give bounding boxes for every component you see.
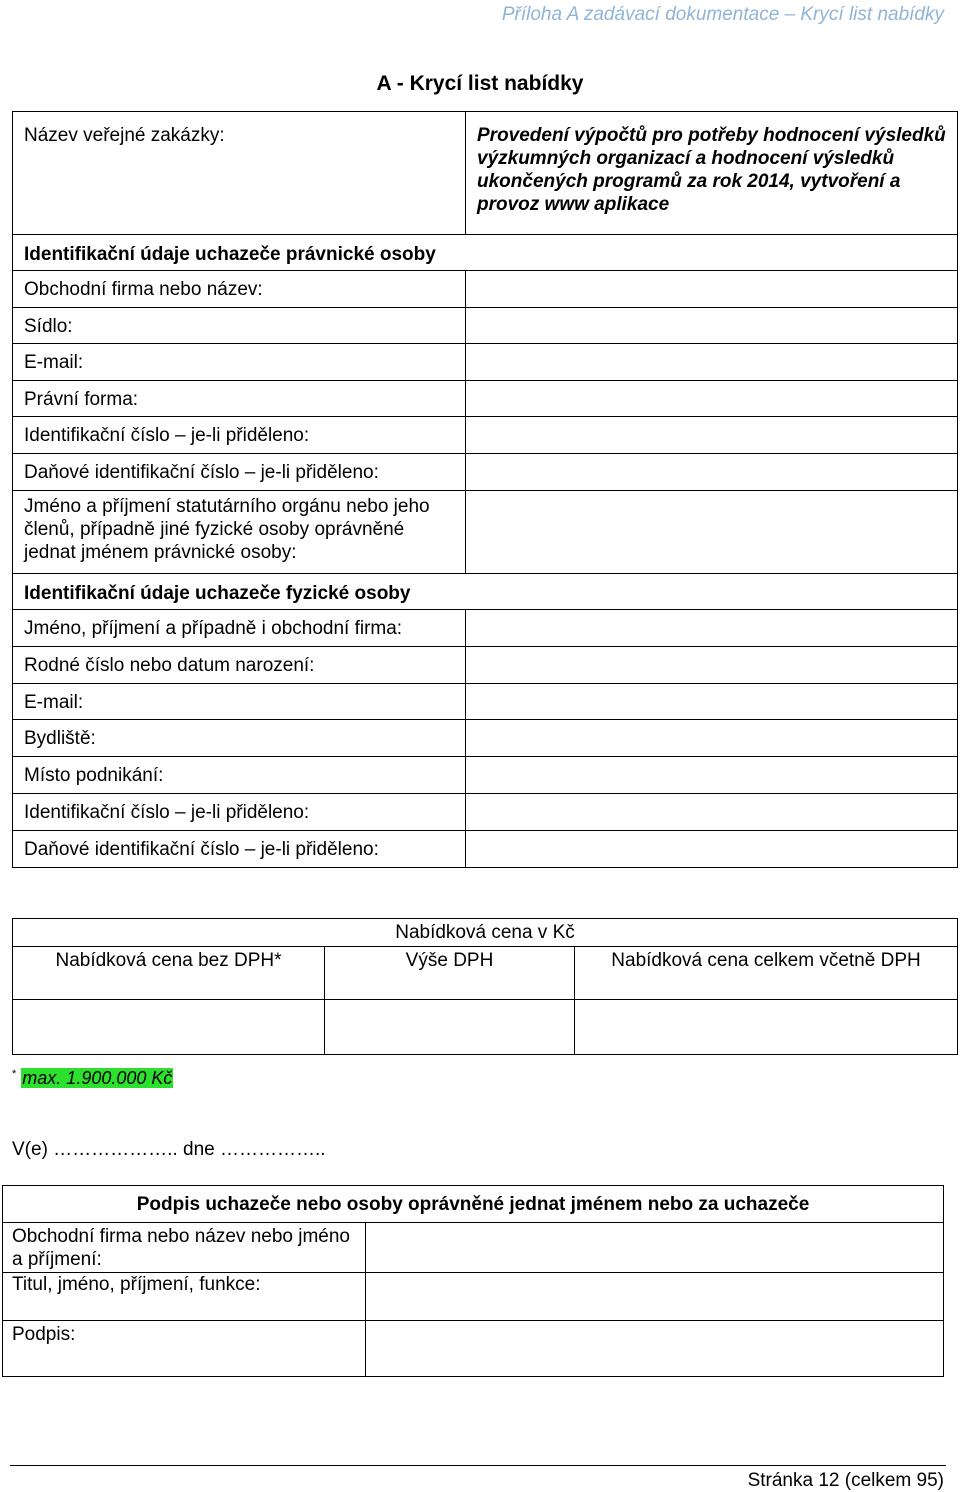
place-date-line: V(e) ……………….. dne …………….. — [12, 1139, 326, 1160]
legal-dic-label: Daňové identifikační číslo – je-li přiděleno: — [13, 454, 466, 491]
contract-name-label: Název veřejné zakázky: — [13, 112, 466, 235]
contract-name-value: Provedení výpočtů pro potřeby hodnocení výsledků výzkumných organizací a hodnocení výsledků ukončených programů za rok 2014, vytvoření a provoz www aplikace — [466, 112, 958, 235]
natural-residence-label: Bydliště: — [13, 720, 466, 757]
header-note: Příloha A zadávací dokumentace – Krycí list nabídky — [501, 4, 944, 25]
vat-amount-field[interactable] — [325, 1000, 575, 1055]
natural-business-place-field[interactable] — [466, 757, 958, 794]
signature-sign-field[interactable] — [366, 1321, 944, 1377]
natural-residence-field[interactable] — [466, 720, 958, 757]
price-table — [12, 918, 958, 1055]
page-number: Stránka 12 (celkem 95) — [747, 1470, 944, 1491]
legal-person-heading: Identifikační údaje uchazeče právnické osoby — [13, 235, 958, 271]
footer-divider — [10, 1465, 946, 1466]
signature-firm-label: Obchodní firma nebo název nebo jméno a příjmení: — [3, 1223, 366, 1273]
legal-statutory-field[interactable] — [466, 491, 958, 574]
signature-sign-label: Podpis: — [3, 1321, 366, 1377]
legal-firm-label: Obchodní firma nebo název: — [13, 271, 466, 308]
legal-form-field[interactable] — [466, 381, 958, 417]
legal-firm-field[interactable] — [466, 271, 958, 308]
signature-person-label: Titul, jméno, příjmení, funkce: — [3, 1273, 366, 1321]
document-title: A - Krycí list nabídky — [376, 72, 584, 95]
price-total-field[interactable] — [575, 1000, 958, 1055]
legal-ico-label: Identifikační číslo – je-li přiděleno: — [13, 417, 466, 454]
legal-form-label: Právní forma: — [13, 381, 466, 417]
natural-dic-label: Daňové identifikační číslo – je-li přiděleno: — [13, 831, 466, 868]
legal-dic-field[interactable] — [466, 454, 958, 491]
natural-birth-field[interactable] — [466, 647, 958, 684]
natural-ico-label: Identifikační číslo – je-li přiděleno: — [13, 794, 466, 831]
signature-person-field[interactable] — [366, 1273, 944, 1321]
price-without-vat-label: Nabídková cena bez DPH* — [13, 947, 325, 1000]
legal-email-label: E-mail: — [13, 344, 466, 381]
natural-email-field[interactable] — [466, 684, 958, 720]
footnote-text: max. 1.900.000 Kč — [22, 1068, 173, 1088]
natural-name-field[interactable] — [466, 610, 958, 647]
price-total-label: Nabídková cena celkem včetně DPH — [575, 947, 958, 1000]
legal-statutory-label: Jméno a příjmení statutárního orgánu nebo jeho členů, případně jiné fyzické osoby oprávněné jednat jménem právnické osoby: — [13, 491, 466, 574]
natural-birth-label: Rodné číslo nebo datum narození: — [13, 647, 466, 684]
legal-seat-label: Sídlo: — [13, 308, 466, 344]
signature-heading: Podpis uchazeče nebo osoby oprávněné jednat jménem nebo za uchazeče — [3, 1186, 944, 1223]
legal-seat-field[interactable] — [466, 308, 958, 344]
natural-business-place-label: Místo podnikání: — [13, 757, 466, 794]
natural-email-label: E-mail: — [13, 684, 466, 720]
signature-firm-field[interactable] — [366, 1223, 944, 1273]
price-footnote — [12, 1068, 173, 1089]
bidder-info-table — [12, 111, 958, 868]
vat-amount-label: Výše DPH — [325, 947, 575, 1000]
natural-person-heading: Identifikační údaje uchazeče fyzické osoby — [13, 574, 958, 610]
natural-dic-field[interactable] — [466, 831, 958, 868]
legal-ico-field[interactable] — [466, 417, 958, 454]
price-heading: Nabídková cena v Kč — [13, 919, 958, 947]
natural-name-label: Jméno, příjmení a případně i obchodní firma: — [13, 610, 466, 647]
legal-email-field[interactable] — [466, 344, 958, 381]
signature-table — [2, 1185, 944, 1377]
natural-ico-field[interactable] — [466, 794, 958, 831]
price-without-vat-field[interactable] — [13, 1000, 325, 1055]
footnote-mark: * — [12, 1068, 17, 1080]
